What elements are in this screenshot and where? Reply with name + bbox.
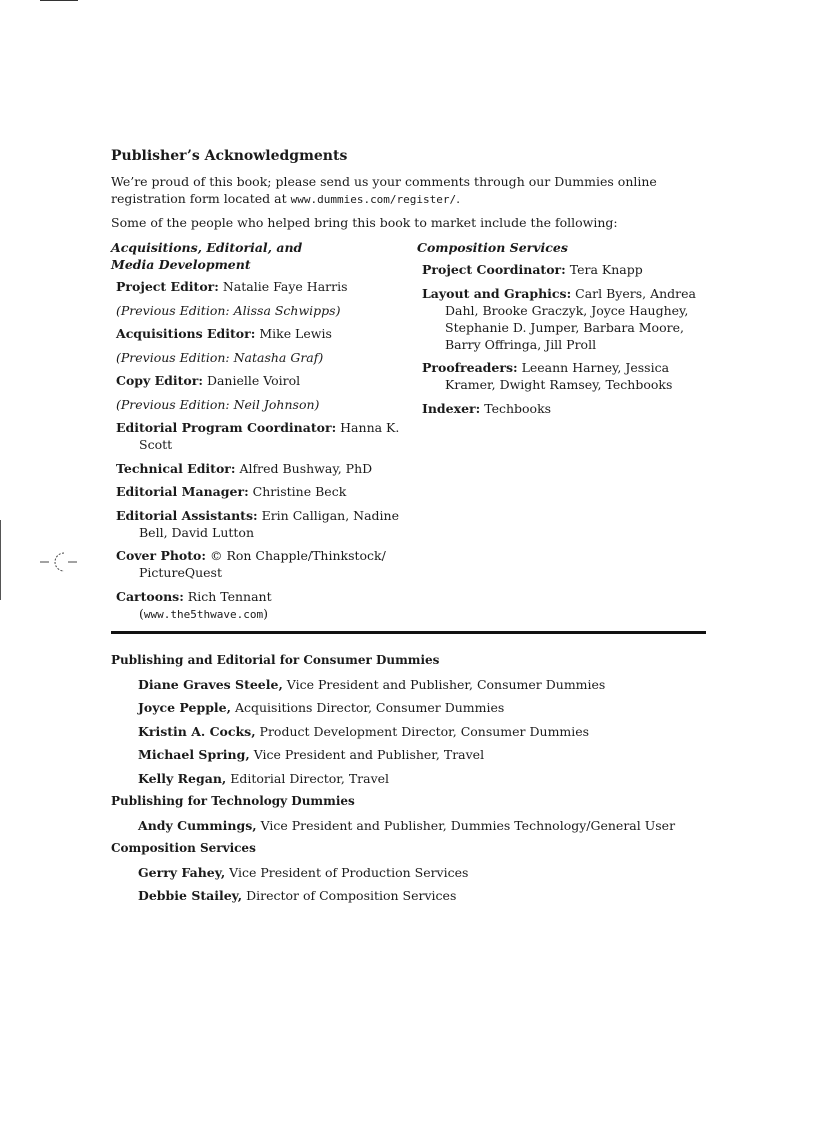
- intro-paragraph: We’re proud of this book; please send us your comments through our Dummies online registration form located at www.dummies.com/register/.: [111, 174, 657, 206]
- consumer-heading: Publishing and Editorial for Consumer Dummies: [111, 653, 440, 667]
- credit-entry: Acquisitions Editor: Mike Lewis: [116, 326, 332, 341]
- crop-mark-left: [0, 520, 1, 600]
- editorial-heading: Acquisitions, Editorial, and Media Development: [111, 240, 303, 272]
- register-url-link[interactable]: www.dummies.com/register/: [290, 193, 457, 206]
- cartoons-url-link[interactable]: www.the5thwave.com: [143, 607, 264, 621]
- credits-columns: [111, 239, 706, 619]
- crop-mark-top: [40, 0, 78, 1]
- previous-edition-note: (Previous Edition: Neil Johnson): [116, 396, 320, 412]
- composition-column: [417, 239, 707, 423]
- credit-entry: Copy Editor: Danielle Voirol: [116, 373, 301, 388]
- staff-line: Debbie Stailey, Director of Composition Services: [138, 888, 457, 903]
- technology-heading: Publishing for Technology Dummies: [111, 794, 355, 808]
- credit-entry: Proofreaders: Leeann Harney, Jessica Kramer, Dwight Ramsey, Techbooks: [422, 360, 673, 392]
- staff-line: Joyce Pepple, Acquisitions Director, Consumer Dummies: [138, 700, 505, 715]
- intro-paragraph-2: Some of the people who helped bring this book to market include the following:: [111, 215, 618, 230]
- previous-edition-note: (Previous Edition: Alissa Schwipps): [116, 302, 341, 318]
- page-title: Publisher’s Acknowledgments: [111, 148, 348, 164]
- staff-line: Gerry Fahey, Vice President of Production Services: [138, 864, 469, 880]
- credit-entry: Layout and Graphics: Carl Byers, Andrea Dahl, Brooke Graczyk, Joyce Haughey, Stephanie D. Jumper, Barbara Moore, Barry Offringa, Jill Proll: [422, 285, 697, 352]
- acknowledgments-page: [111, 148, 706, 619]
- credit-entry: Project Editor: Natalie Faye Harris: [116, 279, 348, 294]
- editorial-column: [111, 239, 411, 629]
- intro-text: We’re proud of this book; please send us your comments through our Dummies online registration form located at: [111, 174, 657, 206]
- credit-entry: Project Coordinator: Tera Knapp: [422, 262, 643, 277]
- credit-entry: Cartoons: Rich Tennant (www.the5thwave.com): [116, 588, 272, 621]
- staff-line: Kelly Regan, Editorial Director, Travel: [138, 770, 390, 786]
- composition-services-heading: Composition Services: [111, 841, 256, 855]
- publishing-section: [111, 652, 711, 911]
- registration-mark-icon: [40, 548, 80, 576]
- credit-entry: Editorial Program Coordinator: Hanna K. Scott: [116, 420, 400, 452]
- staff-line: Michael Spring, Vice President and Publisher, Travel: [138, 747, 485, 762]
- credit-entry: Indexer: Techbooks: [422, 400, 552, 416]
- staff-line: Kristin A. Cocks, Product Development Director, Consumer Dummies: [138, 723, 590, 739]
- credit-entry: Cover Photo: © Ron Chapple/Thinkstock/ PictureQuest: [116, 548, 386, 580]
- credit-entry: Technical Editor: Alfred Bushway, PhD: [116, 460, 373, 476]
- credit-entry: Editorial Assistants: Erin Calligan, Nadine Bell, David Lutton: [116, 507, 400, 540]
- section-divider: [111, 631, 706, 634]
- credit-entry: Editorial Manager: Christine Beck: [116, 484, 347, 499]
- previous-edition-note: (Previous Edition: Natasha Graf): [116, 349, 324, 365]
- composition-heading: Composition Services: [417, 240, 568, 255]
- staff-line: Andy Cummings, Vice President and Publisher, Dummies Technology/General User: [138, 817, 676, 833]
- staff-line: Diane Graves Steele, Vice President and Publisher, Consumer Dummies: [138, 676, 606, 692]
